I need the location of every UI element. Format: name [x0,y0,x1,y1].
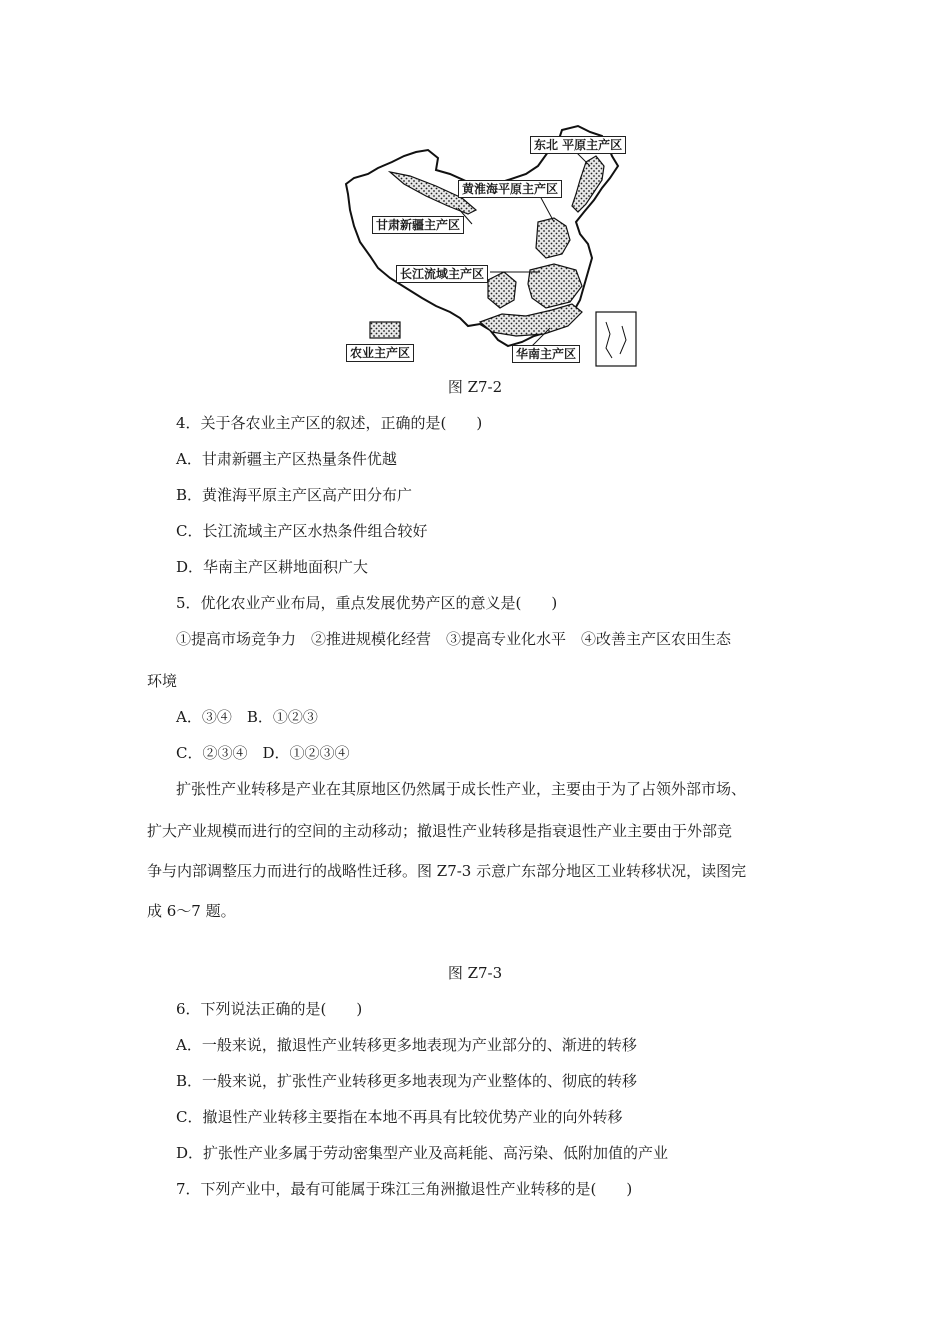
label-northeast: 东北 平原主产区 [530,136,626,154]
q5-items-line1: ①提高市场竞争力 ②推进规模化经营 ③提高专业化水平 ④改善主产区农田生态 [176,630,732,648]
q4-option-d: D．华南主产区耕地面积广大 [176,558,369,576]
q6-option-a: A．一般来说，撤退性产业转移更多地表现为产业部分的、渐进的转移 [176,1036,637,1054]
passage-line2: 扩大产业规模而进行的空间的主动移动；撤退性产业转移是指衰退性产业主要由于外部竞 [147,822,733,840]
q5-items-line2: 环境 [147,672,178,690]
legend-swatch [370,322,400,338]
q5-options-ab: A．③④ B．①②③ [176,708,318,726]
q6-option-c: C．撤退性产业转移主要指在本地不再具有比较优势产业的向外转移 [176,1108,623,1126]
label-yangtze: 长江流域主产区 [396,265,488,283]
q6-option-b: B．一般来说，扩张性产业转移更多地表现为产业整体的、彻底的转移 [176,1072,638,1090]
q4-option-a: A．甘肃新疆主产区热量条件优越 [176,450,397,468]
q4-option-c: C．长江流域主产区水热条件组合较好 [176,522,428,540]
label-huanghuaihai: 黄淮海平原主产区 [458,180,562,198]
q5-options-cd: C．②③④ D．①②③④ [176,744,350,762]
label-legend: 农业主产区 [346,344,414,362]
passage-line3: 争与内部调整压力而进行的战略性迁移。图 Z7-3 示意广东部分地区工业转移状况，读图完 [147,862,747,880]
q4-option-b: B．黄淮海平原主产区高产田分布广 [176,486,413,504]
q7-stem: 7．下列产业中，最有可能属于珠江三角洲撤退性产业转移的是( ) [176,1180,633,1198]
south-sea-inset [596,312,636,366]
label-south: 华南主产区 [512,345,580,363]
passage-line4: 成 6～7 题。 [147,902,236,920]
q5-stem: 5．优化农业产业布局，重点发展优势产区的意义是( ) [176,594,558,612]
q4-stem: 4．关于各农业主产区的叙述，正确的是( ) [176,414,483,432]
q6-option-d: D．扩张性产业多属于劳动密集型产业及高耗能、高污染、低附加值的产业 [176,1144,669,1162]
passage-line1: 扩张性产业转移是产业在其原地区仍然属于成长性产业，主要由于为了占领外部市场、 [176,780,747,798]
agricultural-regions-map [340,122,640,370]
figure-caption-z7-3: 图 Z7-3 [447,964,503,982]
china-outline-map [340,122,640,370]
figure-caption-z7-2: 图 Z7-2 [447,378,503,396]
label-gansu-xinjiang: 甘肃新疆主产区 [372,216,464,234]
q6-stem: 6．下列说法正确的是( ) [176,1000,363,1018]
